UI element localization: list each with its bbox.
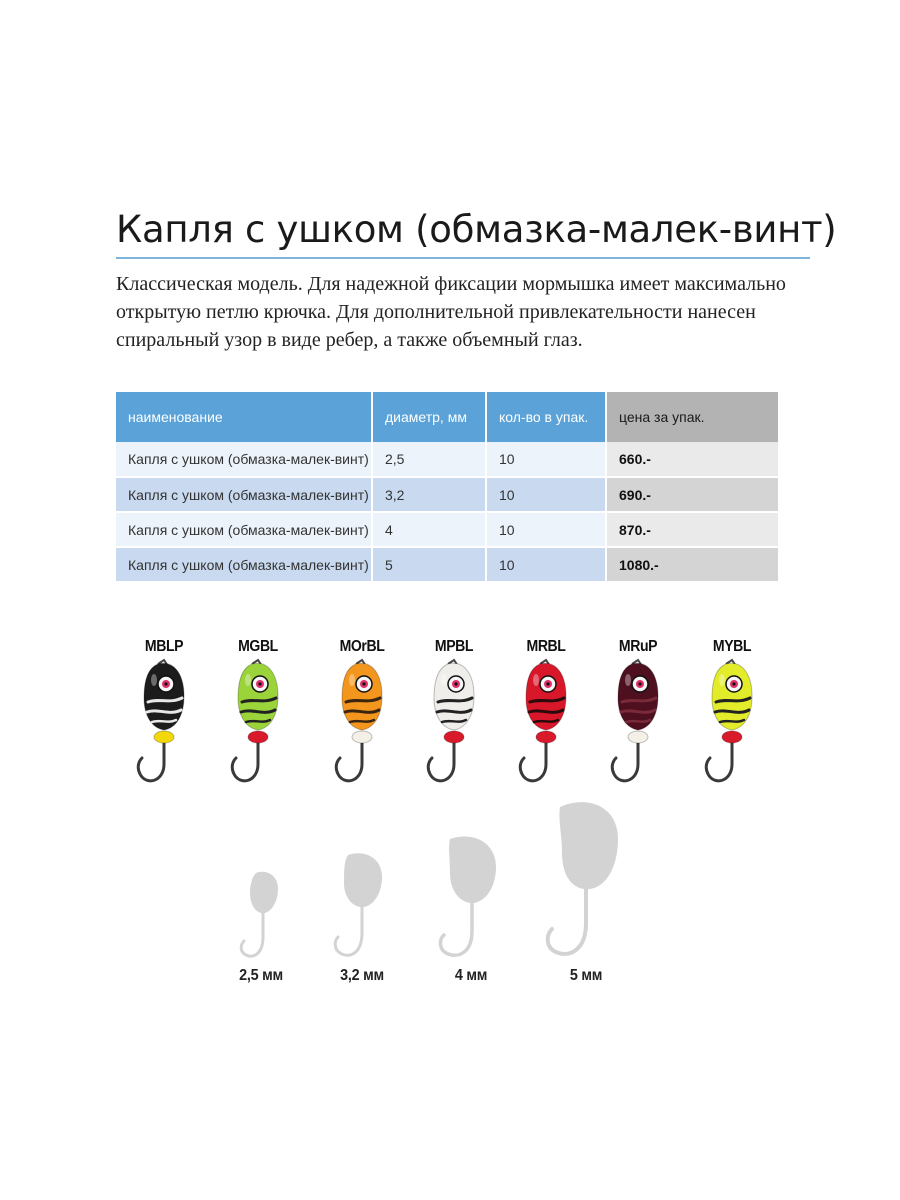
table-header-row — [116, 392, 778, 442]
cell-name: Капля с ушком (обмазка-малек-винт) — [116, 547, 372, 582]
jig-lure-icon — [692, 658, 772, 786]
hook-icon — [612, 742, 638, 781]
spiral-stripe — [534, 720, 558, 722]
lure-body — [434, 663, 474, 730]
jig-variant-mpbl — [414, 638, 494, 786]
jig-variant-mrbl — [506, 638, 586, 786]
jig-variant-mybl — [692, 638, 772, 786]
cell-price: 690.- — [606, 477, 778, 512]
cell-diameter: 3,2 — [372, 477, 486, 512]
jig-code-label: MPBL — [434, 638, 474, 655]
jig-variant-mgbl — [218, 638, 298, 786]
hook-icon — [336, 742, 362, 781]
jig-code-label: MOrBL — [339, 638, 385, 655]
cell-quantity: 10 — [486, 477, 606, 512]
table-row — [116, 547, 778, 582]
spiral-stripe — [621, 710, 655, 712]
bead-icon — [444, 731, 464, 743]
table-row — [116, 512, 778, 547]
lure-body — [618, 663, 658, 730]
jig-variant-morbl — [322, 638, 402, 786]
size-comparison — [0, 795, 900, 995]
table-row — [116, 477, 778, 512]
spiral-stripe — [350, 720, 374, 722]
lure-body — [144, 663, 184, 730]
jig-lure-icon — [218, 658, 298, 786]
cell-name: Капля с ушком (обмазка-малек-винт) — [116, 477, 372, 512]
header-name: наименование — [116, 392, 372, 442]
jig-lure-icon — [598, 658, 678, 786]
lure-body — [238, 663, 278, 730]
bead-icon — [536, 731, 556, 743]
spiral-stripe — [442, 720, 466, 722]
jig-code-label: MRuP — [618, 638, 658, 655]
hook-icon — [232, 742, 258, 781]
highlight — [719, 674, 725, 686]
jig-silhouette-icon — [226, 867, 296, 967]
page-title: Капля с ушком (обмазка-малек-винт) — [116, 208, 837, 251]
spiral-stripe — [241, 710, 275, 712]
jig-lure-icon — [124, 658, 204, 786]
spiral-stripe — [529, 710, 563, 712]
spiral-stripe — [345, 710, 379, 712]
size-label: 2,5 мм — [239, 967, 283, 984]
highlight — [349, 674, 355, 686]
hook-icon — [138, 742, 164, 781]
jig-lure-icon — [506, 658, 586, 786]
hook-icon — [520, 742, 546, 781]
spiral-stripe — [246, 720, 270, 722]
highlight — [151, 674, 157, 686]
header-diameter: диаметр, мм — [372, 392, 486, 442]
spiral-stripe — [715, 710, 749, 712]
jig-code-label: MGBL — [238, 638, 278, 655]
bead-icon — [248, 731, 268, 743]
jig-code-label: MBLP — [144, 638, 184, 655]
hook-icon — [428, 742, 454, 781]
size-label: 5 мм — [569, 967, 603, 984]
cell-quantity: 10 — [486, 547, 606, 582]
spiral-stripe — [720, 720, 744, 722]
cell-quantity: 10 — [486, 512, 606, 547]
jig-lure-icon — [322, 658, 402, 786]
size-label: 4 мм — [454, 967, 488, 984]
size-label: 3,2 мм — [340, 967, 384, 984]
size-variant — [226, 867, 296, 985]
hook-icon — [706, 742, 732, 781]
jig-silhouette-icon — [536, 795, 636, 967]
jig-silhouette-icon — [322, 849, 402, 967]
title-underline — [116, 257, 810, 259]
highlight — [441, 674, 447, 686]
jig-variant-mrup — [598, 638, 678, 786]
jig-code-label: MRBL — [526, 638, 566, 655]
size-variant — [322, 849, 402, 985]
highlight — [533, 674, 539, 686]
bead-icon — [628, 731, 648, 743]
cell-diameter: 5 — [372, 547, 486, 582]
lure-body — [526, 663, 566, 730]
cell-price: 870.- — [606, 512, 778, 547]
size-variant — [428, 831, 514, 985]
header-price: цена за упак. — [606, 392, 778, 442]
highlight — [625, 674, 631, 686]
cell-price: 660.- — [606, 442, 778, 477]
lure-body — [342, 663, 382, 730]
color-variants — [0, 638, 900, 788]
spiral-stripe — [152, 720, 176, 722]
size-variant — [536, 795, 636, 985]
bead-icon — [352, 731, 372, 743]
bead-icon — [722, 731, 742, 743]
bead-icon — [154, 731, 174, 743]
lure-body — [712, 663, 752, 730]
jig-lure-icon — [414, 658, 494, 786]
spiral-stripe — [147, 710, 181, 712]
jig-code-label: MYBL — [712, 638, 752, 655]
spiral-stripe — [626, 720, 650, 722]
cell-price: 1080.- — [606, 547, 778, 582]
cell-diameter: 2,5 — [372, 442, 486, 477]
cell-name: Капля с ушком (обмазка-малек-винт) — [116, 512, 372, 547]
cell-name: Капля с ушком (обмазка-малек-винт) — [116, 442, 372, 477]
jig-variant-mblp — [124, 638, 204, 786]
product-description: Классическая модель. Для надежной фиксации мормышка имеет максимально открытую петлю крючка. Для дополнительной привлекательности нанесен спиральный узор в виде ребер, а также объемный глаз. — [116, 273, 786, 351]
header-quantity: кол-во в упак. — [486, 392, 606, 442]
jig-silhouette-icon — [428, 831, 514, 967]
price-table — [116, 392, 778, 583]
spiral-stripe — [437, 710, 471, 712]
cell-diameter: 4 — [372, 512, 486, 547]
table-row — [116, 442, 778, 477]
cell-quantity: 10 — [486, 442, 606, 477]
highlight — [245, 674, 251, 686]
